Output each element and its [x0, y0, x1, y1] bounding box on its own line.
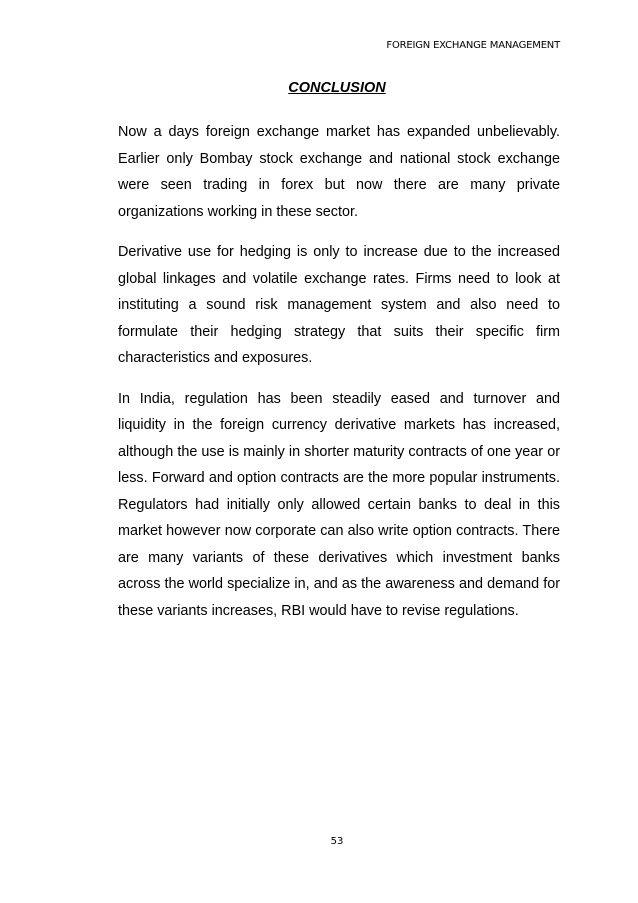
page-title: CONCLUSION — [288, 80, 386, 96]
paragraph-1: Now a days foreign exchange market has expanded unbelievably. Earlier only Bombay stock exchange and national stock exchange were seen trading in forex but now there are many private organizations working in these sector. — [118, 124, 560, 220]
paragraph-3: In India, regulation has been steadily eased and turnover and liquidity in the foreign currency derivative markets has increased, although the use is mainly in shorter maturity contracts of one year or less. Forward and option contracts are the more popular instruments. Regulators had initially only allowed certain banks to deal in this market however now corporate can also write option contracts. There are many variants of these derivatives which investment banks across the world specialize in, and as the awareness and demand for these variants increases, RBI would have to revise regulations. — [118, 390, 560, 619]
running-header: FOREIGN EXCHANGE MANAGEMENT — [386, 40, 560, 51]
body-text — [118, 119, 560, 638]
paragraph-2: Derivative use for hedging is only to increase due to the increased global linkages and volatile exchange rates. Firms need to look at instituting a sound risk management system and also need to formulate their hedging strategy that suits their specific firm characteristics and exposures. — [118, 244, 560, 366]
page-number: 53 — [330, 836, 344, 847]
